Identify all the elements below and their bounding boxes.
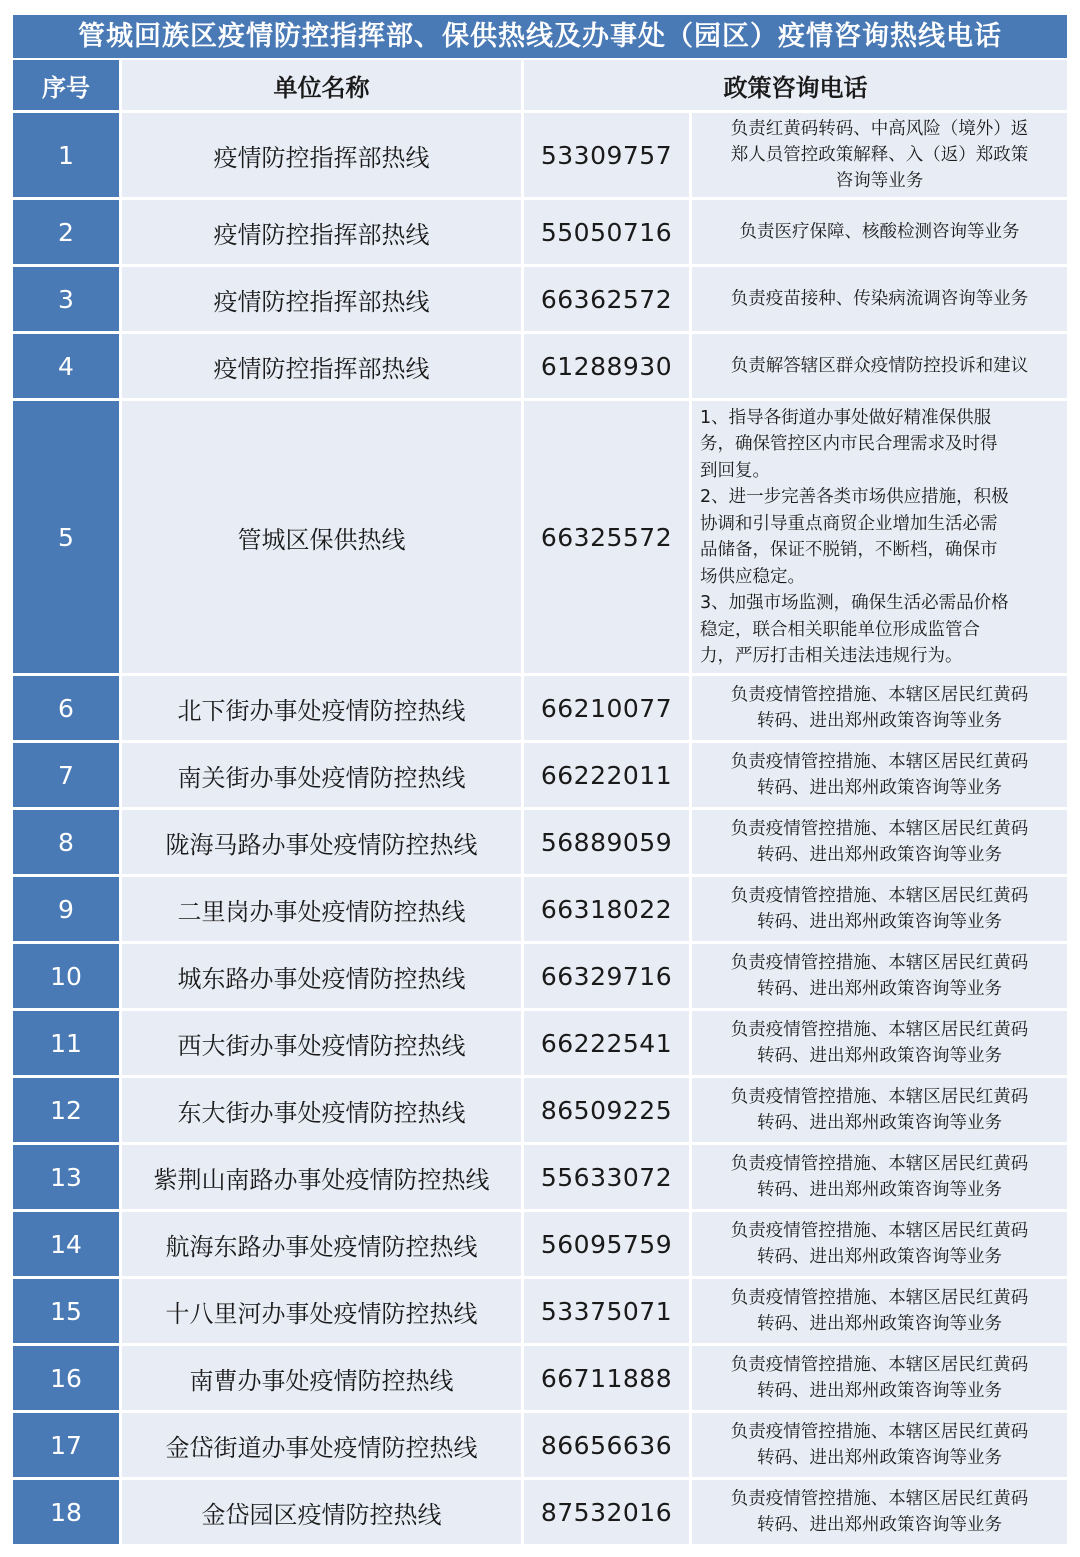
row-phone-number: 61288930 — [524, 334, 692, 401]
row-seq: 1 — [13, 113, 122, 200]
description-line: 负责疫情管控措施、本辖区居民红黄码 — [730, 1221, 1029, 1241]
description-line: 负责解答辖区群众疫情防控投诉和建议 — [730, 356, 1029, 376]
header-unit-name: 单位名称 — [122, 60, 524, 113]
row-description — [692, 1078, 1067, 1145]
table-row — [13, 200, 1067, 267]
table-row — [13, 401, 1067, 676]
row-phone-number: 66222011 — [524, 743, 692, 810]
row-seq: 6 — [13, 676, 122, 743]
description-line: 郑人员管控政策解释、入（返）郑政策 — [730, 145, 1029, 165]
table-row — [13, 1346, 1067, 1413]
table-row — [13, 1413, 1067, 1480]
description-line: 到回复。 — [700, 460, 770, 481]
row-seq: 9 — [13, 877, 122, 944]
row-seq: 4 — [13, 334, 122, 401]
hotline-table — [13, 60, 1067, 1547]
description-line: 场供应稳定。 — [700, 566, 805, 587]
description-line: 负责疫情管控措施、本辖区居民红黄码 — [730, 752, 1029, 772]
description-line: 转码、进出郑州政策咨询等业务 — [757, 711, 1002, 731]
table-row — [13, 1145, 1067, 1212]
table-row — [13, 1279, 1067, 1346]
row-seq: 7 — [13, 743, 122, 810]
hotline-sheet — [13, 15, 1067, 1547]
row-unit-name: 金岱街道办事处疫情防控热线 — [122, 1413, 524, 1480]
row-seq: 5 — [13, 401, 122, 676]
row-description — [692, 810, 1067, 877]
description-line: 负责疫情管控措施、本辖区居民红黄码 — [730, 953, 1029, 973]
row-phone-number: 66210077 — [524, 676, 692, 743]
row-phone-number: 86656636 — [524, 1413, 692, 1480]
description-line: 转码、进出郑州政策咨询等业务 — [757, 1314, 1002, 1334]
table-row — [13, 743, 1067, 810]
row-phone-number: 66711888 — [524, 1346, 692, 1413]
description-line: 咨询等业务 — [835, 171, 924, 191]
description-line: 负责疫情管控措施、本辖区居民红黄码 — [730, 685, 1029, 705]
row-description — [692, 113, 1067, 200]
row-unit-name: 陇海马路办事处疫情防控热线 — [122, 810, 524, 877]
row-phone-number: 53375071 — [524, 1279, 692, 1346]
row-phone-number: 66222541 — [524, 1011, 692, 1078]
row-unit-name: 东大街办事处疫情防控热线 — [122, 1078, 524, 1145]
description-line: 转码、进出郑州政策咨询等业务 — [757, 979, 1002, 999]
row-unit-name: 管城区保供热线 — [122, 401, 524, 676]
table-row — [13, 1078, 1067, 1145]
table-row — [13, 113, 1067, 200]
row-description — [692, 200, 1067, 267]
description-line: 负责红黄码转码、中高风险（境外）返 — [730, 119, 1029, 139]
row-seq: 18 — [13, 1480, 122, 1547]
table-row — [13, 267, 1067, 334]
row-phone-number: 55633072 — [524, 1145, 692, 1212]
row-unit-name: 二里岗办事处疫情防控热线 — [122, 877, 524, 944]
row-phone-number: 66318022 — [524, 877, 692, 944]
row-seq: 10 — [13, 944, 122, 1011]
row-description — [692, 1145, 1067, 1212]
row-description — [692, 944, 1067, 1011]
table-row — [13, 1480, 1067, 1547]
row-phone-number: 56095759 — [524, 1212, 692, 1279]
table-title: 管城回族区疫情防控指挥部、保供热线及办事处（园区）疫情咨询热线电话 — [13, 15, 1067, 58]
row-phone-number: 66329716 — [524, 944, 692, 1011]
description-line: 品储备，保证不脱销，不断档，确保市 — [700, 540, 998, 560]
row-description — [692, 1011, 1067, 1078]
row-seq: 15 — [13, 1279, 122, 1346]
row-unit-name: 金岱园区疫情防控热线 — [122, 1480, 524, 1547]
description-line: 负责疫情管控措施、本辖区居民红黄码 — [730, 1154, 1029, 1174]
description-line: 转码、进出郑州政策咨询等业务 — [757, 1113, 1002, 1133]
description-line: 转码、进出郑州政策咨询等业务 — [757, 778, 1002, 798]
table-row — [13, 944, 1067, 1011]
description-line: 负责疫情管控措施、本辖区居民红黄码 — [730, 1020, 1029, 1040]
row-phone-number: 66362572 — [524, 267, 692, 334]
description-line: 负责疫情管控措施、本辖区居民红黄码 — [730, 1422, 1029, 1442]
row-description — [692, 743, 1067, 810]
description-line: 力，严厉打击相关违法违规行为。 — [700, 646, 963, 666]
row-seq: 11 — [13, 1011, 122, 1078]
header-seq: 序号 — [13, 60, 122, 113]
table-row — [13, 810, 1067, 877]
row-phone-number: 87532016 — [524, 1480, 692, 1547]
table-row — [13, 877, 1067, 944]
row-seq: 12 — [13, 1078, 122, 1145]
row-description — [692, 267, 1067, 334]
row-phone-number: 55050716 — [524, 200, 692, 267]
row-seq: 16 — [13, 1346, 122, 1413]
row-description — [692, 334, 1067, 401]
description-line: 负责疫情管控措施、本辖区居民红黄码 — [730, 1489, 1029, 1509]
row-unit-name: 十八里河办事处疫情防控热线 — [122, 1279, 524, 1346]
row-description — [692, 401, 1067, 676]
row-seq: 2 — [13, 200, 122, 267]
description-line: 转码、进出郑州政策咨询等业务 — [757, 1046, 1002, 1066]
row-unit-name: 南曹办事处疫情防控热线 — [122, 1346, 524, 1413]
table-row — [13, 1011, 1067, 1078]
row-unit-name: 紫荆山南路办事处疫情防控热线 — [122, 1145, 524, 1212]
description-line: 转码、进出郑州政策咨询等业务 — [757, 1180, 1002, 1200]
row-unit-name: 疫情防控指挥部热线 — [122, 113, 524, 200]
header-row — [13, 60, 1067, 113]
header-policy-phone: 政策咨询电话 — [524, 60, 1067, 113]
table-row — [13, 334, 1067, 401]
row-unit-name: 疫情防控指挥部热线 — [122, 200, 524, 267]
row-unit-name: 城东路办事处疫情防控热线 — [122, 944, 524, 1011]
row-unit-name: 疫情防控指挥部热线 — [122, 334, 524, 401]
description-line: 负责医疗保障、核酸检测咨询等业务 — [739, 222, 1020, 242]
row-phone-number: 86509225 — [524, 1078, 692, 1145]
row-phone-number: 53309757 — [524, 113, 692, 200]
description-line: 3、加强市场监测，确保生活必需品价格 — [700, 593, 1009, 613]
row-unit-name: 北下街办事处疫情防控热线 — [122, 676, 524, 743]
description-line: 协调和引导重点商贸企业增加生活必需 — [700, 513, 998, 534]
description-line: 转码、进出郑州政策咨询等业务 — [757, 912, 1002, 932]
table-row — [13, 1212, 1067, 1279]
description-line: 负责疫苗接种、传染病流调咨询等业务 — [730, 289, 1029, 309]
description-line: 负责疫情管控措施、本辖区居民红黄码 — [730, 886, 1029, 906]
row-unit-name: 西大街办事处疫情防控热线 — [122, 1011, 524, 1078]
row-description — [692, 1279, 1067, 1346]
description-line: 1、指导各街道办事处做好精准保供服 — [700, 407, 992, 428]
row-phone-number: 66325572 — [524, 401, 692, 676]
row-description — [692, 1413, 1067, 1480]
description-line: 负责疫情管控措施、本辖区居民红黄码 — [730, 819, 1029, 839]
row-description — [692, 676, 1067, 743]
description-line: 转码、进出郑州政策咨询等业务 — [757, 1448, 1002, 1468]
row-description — [692, 877, 1067, 944]
row-unit-name: 南关街办事处疫情防控热线 — [122, 743, 524, 810]
description-line: 转码、进出郑州政策咨询等业务 — [757, 1247, 1002, 1267]
row-unit-name: 航海东路办事处疫情防控热线 — [122, 1212, 524, 1279]
description-line: 转码、进出郑州政策咨询等业务 — [757, 1381, 1002, 1401]
row-seq: 17 — [13, 1413, 122, 1480]
description-line: 转码、进出郑州政策咨询等业务 — [757, 1515, 1002, 1535]
row-description — [692, 1346, 1067, 1413]
row-description — [692, 1212, 1067, 1279]
row-description — [692, 1480, 1067, 1547]
description-line: 负责疫情管控措施、本辖区居民红黄码 — [730, 1087, 1029, 1107]
description-line: 负责疫情管控措施、本辖区居民红黄码 — [730, 1288, 1029, 1308]
description-line: 转码、进出郑州政策咨询等业务 — [757, 845, 1002, 865]
row-seq: 13 — [13, 1145, 122, 1212]
row-unit-name: 疫情防控指挥部热线 — [122, 267, 524, 334]
table-body — [13, 113, 1067, 1547]
description-line: 务，确保管控区内市民合理需求及时得 — [700, 434, 998, 454]
description-line: 负责疫情管控措施、本辖区居民红黄码 — [730, 1355, 1029, 1375]
row-phone-number: 56889059 — [524, 810, 692, 877]
description-line: 2、进一步完善各类市场供应措施，积极 — [700, 487, 1009, 507]
description-line: 稳定，联合相关职能单位形成监管合 — [700, 619, 980, 640]
row-seq: 8 — [13, 810, 122, 877]
row-seq: 3 — [13, 267, 122, 334]
table-row — [13, 676, 1067, 743]
row-seq: 14 — [13, 1212, 122, 1279]
